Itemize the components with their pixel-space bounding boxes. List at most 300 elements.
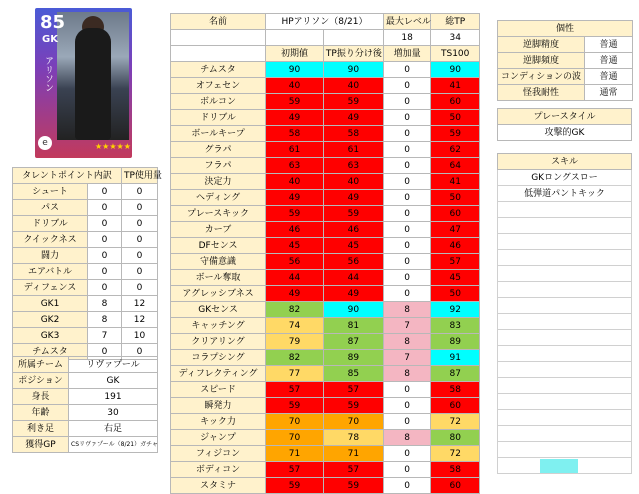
stat-initial: 49: [266, 190, 324, 206]
stat-name: フィジコン: [171, 446, 266, 462]
info-label: 年齢: [13, 405, 69, 421]
individuality-table: [497, 20, 633, 101]
talent-name: パス: [13, 200, 88, 216]
skill-row: [498, 170, 632, 186]
individuality-value: 普通: [585, 37, 633, 53]
stat-initial: 45: [266, 238, 324, 254]
skill-item: GKロングスロー: [498, 170, 632, 186]
stat-name: コラプシング: [171, 350, 266, 366]
stat-row: [171, 206, 480, 222]
skill-item: [498, 378, 632, 394]
stats-table: [170, 13, 480, 494]
talent-name: ディフェンス: [13, 280, 88, 296]
info-body: [13, 357, 158, 453]
stat-row: [171, 446, 480, 462]
talent-row: [13, 248, 158, 264]
info-label: 所属チーム: [13, 357, 69, 373]
total-tp-label: 総TP: [431, 14, 480, 30]
stat-increase: 0: [383, 462, 431, 478]
skill-row: [498, 394, 632, 410]
skill-item: [498, 266, 632, 282]
individuality-body: [498, 37, 633, 101]
stat-initial: 58: [266, 126, 324, 142]
talent-points: 0: [88, 344, 122, 360]
stat-name: プレースキック: [171, 206, 266, 222]
stat-row: [171, 222, 480, 238]
talent-name: GK2: [13, 312, 88, 328]
stat-initial: 70: [266, 414, 324, 430]
stat-row: [171, 126, 480, 142]
skill-item: [498, 330, 632, 346]
talent-points: 8: [88, 296, 122, 312]
stat-row: [171, 318, 480, 334]
col-ts100: TS100: [431, 46, 480, 62]
talent-name: チムスタ: [13, 344, 88, 360]
talent-points: 0: [88, 184, 122, 200]
info-row: [13, 389, 158, 405]
skill-row: [498, 282, 632, 298]
stat-ts100: 46: [431, 238, 480, 254]
talent-points: 7: [88, 328, 122, 344]
stat-after-tp: 89: [323, 350, 383, 366]
talent-row: [13, 216, 158, 232]
stat-ts100: 60: [431, 206, 480, 222]
stat-after-tp: 49: [323, 286, 383, 302]
total-tp-value: 34: [431, 30, 480, 46]
stat-initial: 57: [266, 382, 324, 398]
individuality-label: 逆脚精度: [498, 37, 585, 53]
info-label: ポジション: [13, 373, 69, 389]
stat-ts100: 92: [431, 302, 480, 318]
skill-row: [498, 426, 632, 442]
stat-after-tp: 61: [323, 142, 383, 158]
talent-name: GK1: [13, 296, 88, 312]
stat-name: 守備意識: [171, 254, 266, 270]
stat-initial: 63: [266, 158, 324, 174]
stat-ts100: 59: [431, 126, 480, 142]
stat-row: [171, 382, 480, 398]
stat-increase: 0: [383, 62, 431, 78]
talent-tp-used: 0: [122, 200, 158, 216]
stat-name: フラパ: [171, 158, 266, 174]
stat-increase: 0: [383, 206, 431, 222]
talent-tp-used: 0: [122, 344, 158, 360]
skill-row: [498, 186, 632, 202]
skill-item: [498, 458, 632, 474]
skill-row: [498, 298, 632, 314]
stat-increase: 7: [383, 350, 431, 366]
skill-row: [498, 458, 632, 474]
col-after-tp: TP振り分け後: [323, 46, 383, 62]
individuality-label: 逆脚頻度: [498, 53, 585, 69]
talent-row: [13, 232, 158, 248]
play-style-title: プレースタイル: [498, 109, 632, 125]
stat-row: [171, 478, 480, 494]
talent-row: [13, 296, 158, 312]
info-row: [13, 421, 158, 437]
stat-row: [171, 398, 480, 414]
stat-after-tp: 59: [323, 478, 383, 494]
stat-ts100: 58: [431, 462, 480, 478]
talent-name: GK3: [13, 328, 88, 344]
stat-ts100: 41: [431, 174, 480, 190]
stat-row: [171, 462, 480, 478]
stat-initial: 57: [266, 462, 324, 478]
stat-ts100: 64: [431, 158, 480, 174]
stat-name: オフェセン: [171, 78, 266, 94]
stat-ts100: 57: [431, 254, 480, 270]
stat-ts100: 62: [431, 142, 480, 158]
stat-initial: 40: [266, 174, 324, 190]
play-style-value: 攻撃的GK: [498, 125, 632, 141]
talent-points: 0: [88, 248, 122, 264]
stat-name: カーブ: [171, 222, 266, 238]
info-row: [13, 405, 158, 421]
stat-after-tp: 57: [323, 382, 383, 398]
stat-initial: 61: [266, 142, 324, 158]
skill-item: [498, 298, 632, 314]
stat-increase: 0: [383, 286, 431, 302]
card-player-name: アリソン: [43, 56, 53, 92]
stat-initial: 46: [266, 222, 324, 238]
stat-row: [171, 78, 480, 94]
stat-increase: 0: [383, 94, 431, 110]
stats-body: [171, 62, 480, 494]
individuality-label: コンディションの波: [498, 69, 585, 85]
stat-initial: 44: [266, 270, 324, 286]
stat-ts100: 60: [431, 478, 480, 494]
stat-name: アグレッシブネス: [171, 286, 266, 302]
individuality-value: 通常: [585, 85, 633, 101]
skill-row: [498, 330, 632, 346]
stat-ts100: 72: [431, 414, 480, 430]
stat-ts100: 60: [431, 398, 480, 414]
talent-name: シュート: [13, 184, 88, 200]
player-figure: [75, 28, 111, 140]
stat-row: [171, 270, 480, 286]
color-swatch: [540, 459, 578, 473]
stat-after-tp: 90: [323, 62, 383, 78]
skill-item: [498, 234, 632, 250]
stat-ts100: 89: [431, 334, 480, 350]
talent-points: 0: [88, 264, 122, 280]
stat-name: スピード: [171, 382, 266, 398]
info-value: GK: [69, 373, 158, 389]
stat-ts100: 91: [431, 350, 480, 366]
skill-item: [498, 282, 632, 298]
skill-row: [498, 314, 632, 330]
stat-ts100: 90: [431, 62, 480, 78]
stat-increase: 0: [383, 222, 431, 238]
talent-name: エアバトル: [13, 264, 88, 280]
stat-row: [171, 142, 480, 158]
skill-item: [498, 202, 632, 218]
stat-row: [171, 366, 480, 382]
play-style-table: [497, 108, 632, 141]
stat-ts100: 72: [431, 446, 480, 462]
talent-tp-used: 12: [122, 312, 158, 328]
stat-name: キック力: [171, 414, 266, 430]
stat-after-tp: 40: [323, 174, 383, 190]
individuality-row: [498, 85, 633, 101]
skill-row: [498, 218, 632, 234]
skill-item: [498, 346, 632, 362]
stat-initial: 90: [266, 62, 324, 78]
talent-name: クイックネス: [13, 232, 88, 248]
stat-initial: 59: [266, 94, 324, 110]
stat-name: ジャンプ: [171, 430, 266, 446]
skill-item: [498, 218, 632, 234]
stat-after-tp: 85: [323, 366, 383, 382]
talent-row: [13, 328, 158, 344]
skill-item: [498, 362, 632, 378]
stat-increase: 0: [383, 126, 431, 142]
skill-item: [498, 394, 632, 410]
stat-ts100: 47: [431, 222, 480, 238]
stat-row: [171, 286, 480, 302]
card-position: GK: [42, 34, 58, 45]
stat-after-tp: 49: [323, 110, 383, 126]
stat-initial: 59: [266, 206, 324, 222]
skill-row: [498, 410, 632, 426]
individuality-value: 普通: [585, 53, 633, 69]
star-rating-icon: ★★★★★: [95, 142, 131, 151]
stat-row: [171, 334, 480, 350]
skill-item: [498, 250, 632, 266]
stat-initial: 82: [266, 350, 324, 366]
player-card: [35, 8, 132, 158]
stat-increase: 8: [383, 430, 431, 446]
stat-row: [171, 110, 480, 126]
stat-name: クリアリング: [171, 334, 266, 350]
stat-initial: 56: [266, 254, 324, 270]
stat-row: [171, 238, 480, 254]
talent-tp-used: 12: [122, 296, 158, 312]
skill-item: 低弾道パントキック: [498, 186, 632, 202]
talent-tp-used: 0: [122, 232, 158, 248]
skill-item: [498, 442, 632, 458]
talent-body: [13, 184, 158, 360]
talent-points: 0: [88, 232, 122, 248]
skill-item: [498, 314, 632, 330]
stat-name: キャッチング: [171, 318, 266, 334]
stat-after-tp: 78: [323, 430, 383, 446]
stat-after-tp: 57: [323, 462, 383, 478]
stat-row: [171, 430, 480, 446]
stat-increase: 0: [383, 174, 431, 190]
talent-points: 0: [88, 280, 122, 296]
stat-initial: 74: [266, 318, 324, 334]
stat-ts100: 41: [431, 78, 480, 94]
skill-row: [498, 442, 632, 458]
stat-increase: 0: [383, 190, 431, 206]
talent-tp-used: 0: [122, 264, 158, 280]
individuality-row: [498, 69, 633, 85]
stat-initial: 59: [266, 478, 324, 494]
skill-row: [498, 346, 632, 362]
stat-increase: 0: [383, 270, 431, 286]
individuality-row: [498, 37, 633, 53]
info-value: リヴァプール: [69, 357, 158, 373]
stat-after-tp: 59: [323, 206, 383, 222]
talent-row: [13, 312, 158, 328]
talent-header: タレントポイント内訳: [13, 168, 122, 184]
stat-name: GKセンス: [171, 302, 266, 318]
talent-points: 8: [88, 312, 122, 328]
stat-ts100: 58: [431, 382, 480, 398]
stat-increase: 0: [383, 398, 431, 414]
skill-item: [498, 410, 632, 426]
stat-ts100: 45: [431, 270, 480, 286]
stat-increase: 0: [383, 110, 431, 126]
individuality-value: 普通: [585, 69, 633, 85]
stat-initial: 49: [266, 110, 324, 126]
info-value: 30: [69, 405, 158, 421]
stat-row: [171, 414, 480, 430]
talent-name: ドリブル: [13, 216, 88, 232]
talent-tp-used: 10: [122, 328, 158, 344]
stat-row: [171, 254, 480, 270]
info-row: [13, 373, 158, 389]
info-value: 191: [69, 389, 158, 405]
stat-after-tp: 45: [323, 238, 383, 254]
info-row: [13, 437, 158, 453]
talent-tp-used: 0: [122, 280, 158, 296]
stat-name: ディフレクティング: [171, 366, 266, 382]
card-rating: 85: [40, 12, 66, 33]
skills-title: スキル: [498, 154, 632, 170]
talent-tp-used: 0: [122, 248, 158, 264]
stat-name: 瞬発力: [171, 398, 266, 414]
player-name: HPアリソン（8/21）: [266, 14, 384, 30]
max-level-value: 18: [383, 30, 431, 46]
stat-row: [171, 62, 480, 78]
stat-ts100: 80: [431, 430, 480, 446]
skill-row: [498, 362, 632, 378]
stat-ts100: 60: [431, 94, 480, 110]
talent-row: [13, 184, 158, 200]
talent-row: [13, 280, 158, 296]
efootball-logo-icon: e: [38, 136, 52, 150]
name-label: 名前: [171, 14, 266, 30]
skill-item: [498, 426, 632, 442]
stat-increase: 0: [383, 78, 431, 94]
info-label: 身長: [13, 389, 69, 405]
info-value: 右足: [69, 421, 158, 437]
stat-after-tp: 81: [323, 318, 383, 334]
stat-row: [171, 94, 480, 110]
stat-after-tp: 46: [323, 222, 383, 238]
stat-after-tp: 56: [323, 254, 383, 270]
talent-points: 0: [88, 216, 122, 232]
skill-row: [498, 234, 632, 250]
col-increase: 増加量: [383, 46, 431, 62]
stat-increase: 0: [383, 446, 431, 462]
skill-row: [498, 250, 632, 266]
stat-increase: 0: [383, 382, 431, 398]
stat-name: グラパ: [171, 142, 266, 158]
stat-increase: 0: [383, 142, 431, 158]
talent-row: [13, 264, 158, 280]
stat-initial: 79: [266, 334, 324, 350]
stat-initial: 77: [266, 366, 324, 382]
stat-after-tp: 40: [323, 78, 383, 94]
stat-increase: 0: [383, 414, 431, 430]
max-level-label: 最大レベル: [383, 14, 431, 30]
stat-after-tp: 59: [323, 398, 383, 414]
col-initial: 初期値: [266, 46, 324, 62]
stat-increase: 0: [383, 478, 431, 494]
skills-body: [498, 170, 632, 474]
info-label: 利き足: [13, 421, 69, 437]
skills-table: [497, 153, 632, 474]
talent-points: 0: [88, 200, 122, 216]
info-value: CSリヴァプール（8/21）ガチャ: [69, 437, 158, 453]
talent-tp-used: 0: [122, 184, 158, 200]
stat-after-tp: 44: [323, 270, 383, 286]
stat-increase: 0: [383, 238, 431, 254]
stat-name: ドリブル: [171, 110, 266, 126]
stat-initial: 49: [266, 286, 324, 302]
stat-increase: 8: [383, 366, 431, 382]
stat-increase: 8: [383, 302, 431, 318]
stat-name: ボルコン: [171, 94, 266, 110]
stat-row: [171, 158, 480, 174]
talent-tp-used: 0: [122, 216, 158, 232]
stat-name: スタミナ: [171, 478, 266, 494]
stat-increase: 0: [383, 254, 431, 270]
stat-name: ボール奪取: [171, 270, 266, 286]
stat-row: [171, 190, 480, 206]
stat-row: [171, 174, 480, 190]
stat-after-tp: 59: [323, 94, 383, 110]
stat-increase: 7: [383, 318, 431, 334]
stat-name: ヘディング: [171, 190, 266, 206]
stat-ts100: 50: [431, 110, 480, 126]
stat-after-tp: 63: [323, 158, 383, 174]
talent-row: [13, 200, 158, 216]
stat-ts100: 87: [431, 366, 480, 382]
stat-initial: 82: [266, 302, 324, 318]
stat-initial: 71: [266, 446, 324, 462]
stat-after-tp: 58: [323, 126, 383, 142]
talent-name: 闘力: [13, 248, 88, 264]
stat-name: ボディコン: [171, 462, 266, 478]
stat-ts100: 83: [431, 318, 480, 334]
stat-name: DFセンス: [171, 238, 266, 254]
info-row: [13, 357, 158, 373]
stat-name: ボールキープ: [171, 126, 266, 142]
stat-initial: 40: [266, 78, 324, 94]
talent-tp-header: TP使用量: [122, 168, 158, 184]
stat-after-tp: 49: [323, 190, 383, 206]
skill-row: [498, 378, 632, 394]
talent-table: [12, 167, 162, 360]
stat-name: 決定力: [171, 174, 266, 190]
stat-initial: 70: [266, 430, 324, 446]
stat-row: [171, 302, 480, 318]
stat-row: [171, 350, 480, 366]
stat-after-tp: 70: [323, 414, 383, 430]
info-label: 獲得GP: [13, 437, 69, 453]
stat-after-tp: 87: [323, 334, 383, 350]
skill-row: [498, 202, 632, 218]
player-info-table: [12, 356, 158, 453]
stat-increase: 8: [383, 334, 431, 350]
individuality-row: [498, 53, 633, 69]
individuality-label: 怪我耐性: [498, 85, 585, 101]
stat-after-tp: 90: [323, 302, 383, 318]
